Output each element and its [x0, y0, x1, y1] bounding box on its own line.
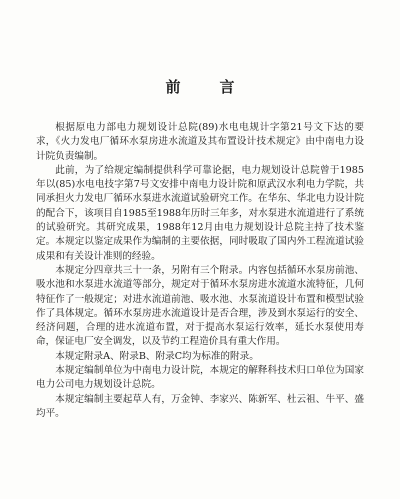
paragraph-6: 本规定编制主要起草人有，万金钟、李家兴、陈新军、杜云祖、牛平、盛均平。 — [36, 393, 364, 419]
paragraph-2: 此前，为了给规定编制提供科学可靠论据，电力规划设计总院曾于1985年以(85)水电电技字第7号文安排中南电力设计院和原武汉水利电力学院，共同承担火力发电厂循环水泵进水流道试验研究工作。在华东、华北电力设计院的配合下，该项目自1985至1988年历时三年多，对水泵进水流道进行了系统的试验研究。其研究成果，1988年12月由电力规划设计总院主持了技术鉴定。本规定以鉴定成果作为编制的主要依据，同时吸取了国内外工程流道试验成果和有关设计准则的经验。 — [36, 164, 364, 262]
paragraph-5: 本规定编制单位为中南电力设计院，本规定的解释科技术归口单位为国家电力公司电力规划设计总院。 — [36, 365, 364, 391]
paragraph-3: 本规定分四章共三十一条，另附有三个附录。内容包括循环水泵房前池、吸水池和水泵进水流道等部分，规定对于循环水泵房进水流道水流特征，几何特征作了一般规定；对进水流道前池、吸水池、水泵流道设计布置和模型试验作了具体规定。循环水泵房进水流道设计是否合理，涉及到水泵运行的安全、经济问题，合理的进水流道布置，对于提高水泵运行效率，延长水泵使用寿命，保证电厂安全调发，以及节约工程造价具有重大作用。 — [36, 264, 364, 348]
paragraph-4: 本规定附录A、附录B、附录C均为标准的附录。 — [55, 350, 259, 362]
paragraph-1: 根据原电力部电力规划设计总院(89)水电电规计字第21号文下达的要求，《火力发电厂循环水泵房进水流道及其布置设计技术规定》由中南电力设计院负责编制。 — [36, 122, 364, 162]
page-title: 前 言 — [165, 78, 247, 96]
body-text — [36, 121, 364, 421]
